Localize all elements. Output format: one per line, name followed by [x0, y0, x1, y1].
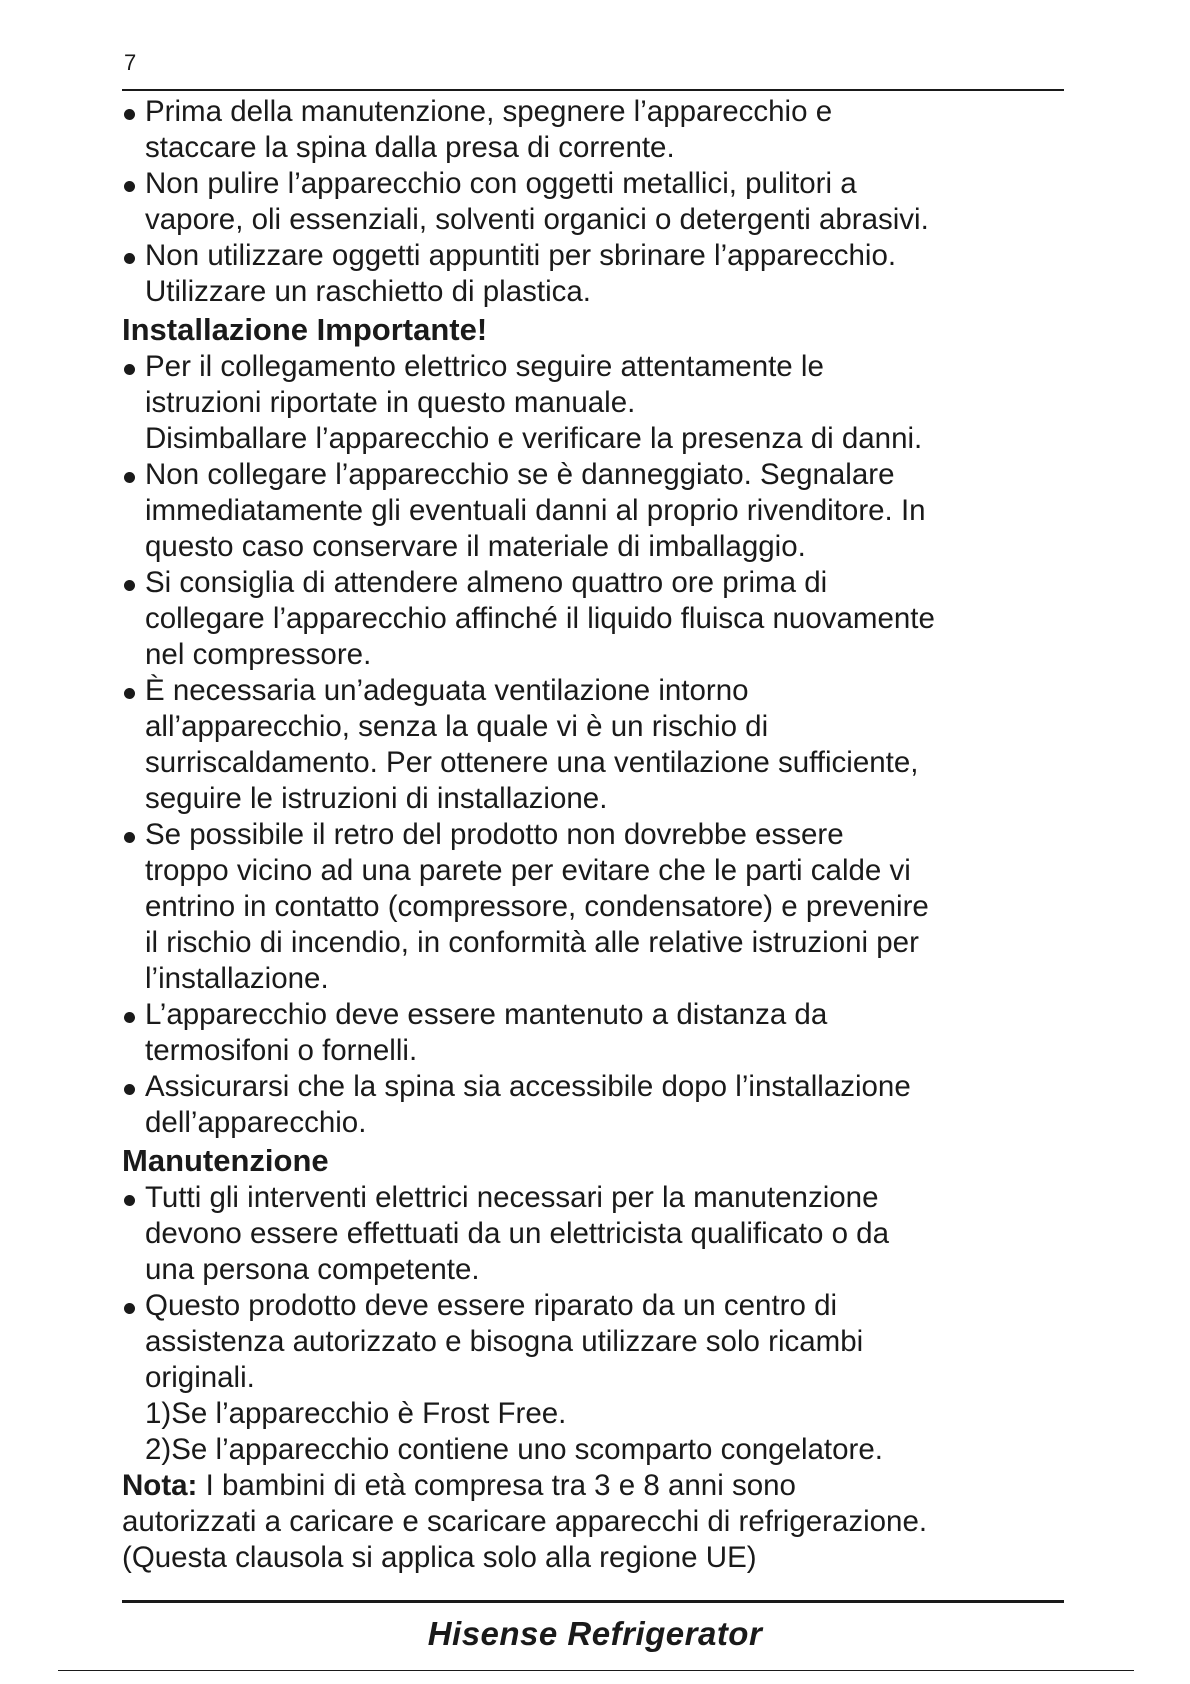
bullet-line: Assicurarsi che la spina sia accessibile dopo l’installazione — [145, 1070, 911, 1103]
bullet-line: immediatamente gli eventuali danni al proprio rivenditore. In — [145, 494, 926, 527]
page-number: 7 — [124, 50, 137, 75]
bullet-line: dell’apparecchio. — [145, 1106, 367, 1139]
bullet-line: assistenza autorizzato e bisogna utilizzare solo ricambi — [145, 1325, 864, 1358]
bullet-item — [122, 166, 1072, 238]
bullet-line: termosifoni o fornelli. — [145, 1034, 418, 1067]
bullet-line: vapore, oli essenziali, solventi organici o detergenti abrasivi. — [145, 203, 929, 236]
bullet-line: seguire le istruzioni di installazione. — [145, 782, 608, 815]
bullet-line: Questo prodotto deve essere riparato da un centro di — [145, 1289, 838, 1322]
bullet-line: 2)Se l’apparecchio contiene uno scomparto congelatore. — [145, 1433, 883, 1466]
bullet-line: Non utilizzare oggetti appuntiti per sbrinare l’apparecchio. — [145, 239, 897, 272]
bullet-line: istruzioni riportate in questo manuale. — [145, 386, 636, 419]
installazione-bullet-list — [122, 349, 1072, 1141]
bullet-line: l’installazione. — [145, 962, 329, 995]
bullet-line: originali. — [145, 1361, 255, 1394]
bullet-line: Utilizzare un raschietto di plastica. — [145, 275, 591, 308]
bullet-line: nel compressore. — [145, 638, 372, 671]
bullet-line: Tutti gli interventi elettrici necessari per la manutenzione — [145, 1181, 879, 1214]
note-line: (Questa clausola si applica solo alla regione UE) — [122, 1541, 757, 1574]
page-bottom-rule — [58, 1670, 1134, 1671]
bullet-item — [122, 565, 1072, 673]
bullet-line: È necessaria un’adeguata ventilazione intorno — [145, 674, 749, 707]
manutenzione-bullet-list — [122, 1180, 1072, 1468]
bullet-line: L’apparecchio deve essere mantenuto a distanza da — [145, 998, 828, 1031]
bullet-line: Si consiglia di attendere almeno quattro ore prima di — [145, 566, 828, 599]
note-label: Nota: — [122, 1469, 198, 1502]
footer-divider — [122, 1600, 1064, 1603]
bullet-line: surriscaldamento. Per ottenere una ventilazione sufficiente, — [145, 746, 919, 779]
bullet-line: Non collegare l’apparecchio se è danneggiato. Segnalare — [145, 458, 895, 491]
note-line: I bambini di età compresa tra 3 e 8 anni sono — [197, 1469, 796, 1502]
bullet-line: all’apparecchio, senza la quale vi è un rischio di — [145, 710, 769, 743]
bullet-line: staccare la spina dalla presa di corrente. — [145, 131, 675, 164]
header-divider — [122, 89, 1064, 91]
bullet-item — [122, 997, 1072, 1069]
bullet-line: Prima della manutenzione, spegnere l’apparecchio e — [145, 95, 833, 128]
bullet-line: Se possibile il retro del prodotto non dovrebbe essere — [145, 818, 844, 851]
bullet-item — [122, 1180, 1072, 1288]
footer-brand-title: Hisense Refrigerator — [427, 1615, 763, 1652]
bullet-line: il rischio di incendio, in conformità alle relative istruzioni per — [145, 926, 919, 959]
note-line: autorizzati a caricare e scaricare apparecchi di refrigerazione. — [122, 1505, 928, 1538]
bullet-line: 1)Se l’apparecchio è Frost Free. — [145, 1397, 567, 1430]
bullet-line: questo caso conservare il materiale di imballaggio. — [145, 530, 806, 563]
bullet-line: collegare l’apparecchio affinché il liquido fluisca nuovamente — [145, 602, 935, 635]
bullet-item — [122, 94, 1072, 166]
page-content — [122, 94, 1072, 1576]
bullet-line: troppo vicino ad una parete per evitare che le parti calde vi — [145, 854, 911, 887]
bullet-item — [122, 817, 1072, 997]
section-heading-manutenzione: Manutenzione — [122, 1143, 329, 1178]
note-paragraph — [122, 1468, 1072, 1576]
section-heading-installazione: Installazione Importante! — [122, 312, 488, 347]
bullet-line: Per il collegamento elettrico seguire attentamente le — [145, 350, 824, 383]
intro-bullet-list — [122, 94, 1072, 310]
bullet-item — [122, 1288, 1072, 1468]
bullet-item — [122, 349, 1072, 457]
bullet-line: una persona competente. — [145, 1253, 480, 1286]
bullet-line: Disimballare l’apparecchio e verificare la presenza di danni. — [145, 422, 923, 455]
bullet-item — [122, 673, 1072, 817]
bullet-line: entrino in contatto (compressore, condensatore) e prevenire — [145, 890, 929, 923]
bullet-line: devono essere effettuati da un elettricista qualificato o da — [145, 1217, 889, 1250]
bullet-item — [122, 457, 1072, 565]
bullet-line: Non pulire l’apparecchio con oggetti metallici, pulitori a — [145, 167, 857, 200]
bullet-item — [122, 1069, 1072, 1141]
bullet-item — [122, 238, 1072, 310]
